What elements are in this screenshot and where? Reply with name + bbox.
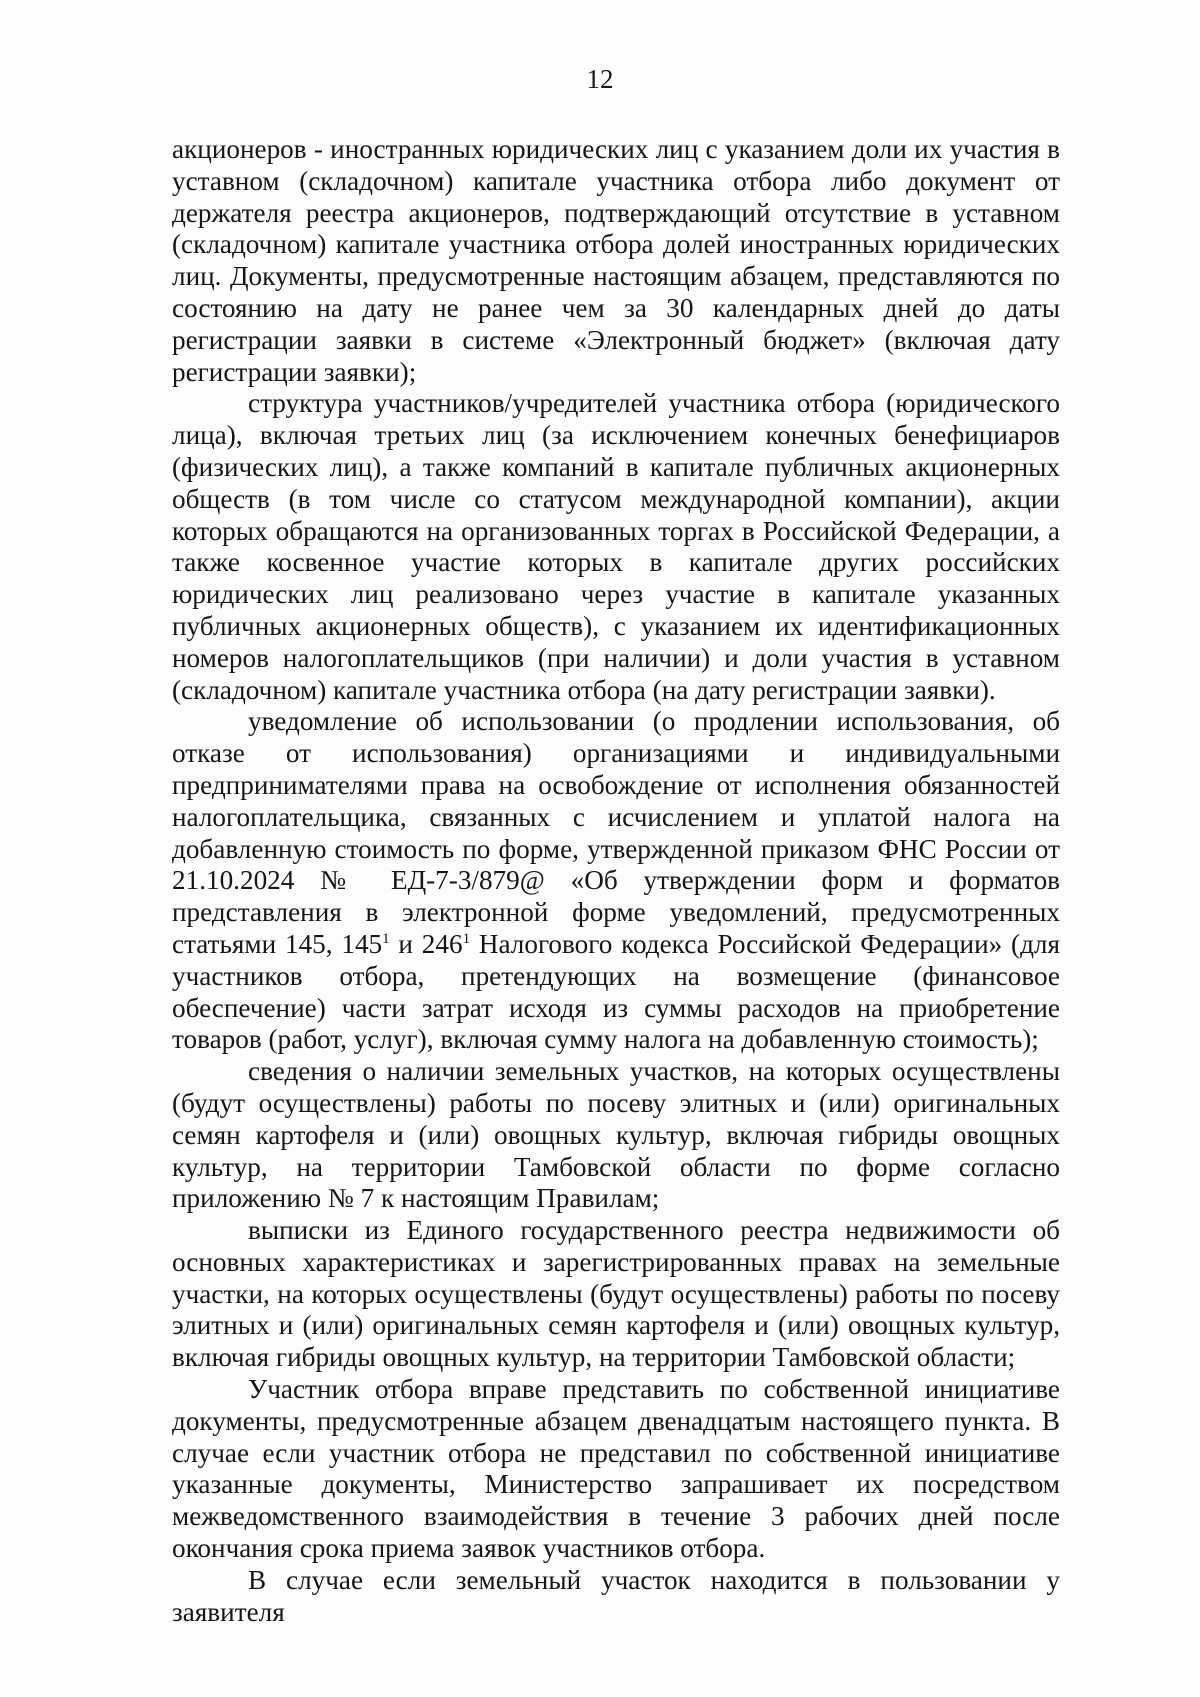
paragraph-shareholders-continued: акционеров - иностранных юридических лиц с указанием доли их участия в уставном (складочном) капитале участника отбора либо документ от держателя реестра акционеров, подтверждающий отсутствие в уставном (складочном) капитале участника отбора долей иностранных юридических лиц. Документы, предусмотренные настоящим абзацем, представляются по состоянию на дату не ранее чем за 30 календарных дней до даты регистрации заявки в системе «Электронный бюджет» (включая дату регистрации заявки); (172, 134, 1060, 387)
vat-notification-text-a: уведомление об использовании (о продлении использования, об отказе от использования) организациями и индивидуальными предпринимателями права на освобождение от исполнения обязанностей налогоплательщика, связанных с исчислением и уплатой налога на добавленную стоимость по форме, утвержденной приказом ФНС России от 21.10.2024 № ЕД-7-3/879@ «Об утверждении форм и форматов представления в электронной форме уведомлений, предусмотренных статьями 145, 145 (172, 706, 1060, 959)
superscript-1: 1 (382, 930, 390, 947)
vat-notification-text-b: и 246 (389, 928, 463, 959)
paragraph-own-initiative: Участник отбора вправе представить по собственной инициативе документы, предусмотренные абзацем двенадцатым настоящего пункта. В случае если участник отбора не представил по собственной инициативе указанные документы, Министерство запрашивает их посредством межведомственного взаимодействия в течение 3 рабочих дней после окончания срока приема заявок участников отбора. (172, 1374, 1060, 1564)
paragraph-land-use: В случае если земельный участок находится в пользовании у заявителя (172, 1564, 1060, 1627)
page-number: 12 (586, 64, 614, 94)
paragraph-vat-notification (172, 706, 1060, 1056)
document-body (172, 134, 1060, 1628)
paragraph-land-plots-info: сведения о наличии земельных участков, на которых осуществлены (будут осуществлены) работы по посеву элитных и (или) оригинальных семян картофеля и (или) овощных культур, включая гибриды овощных культур, на территории Тамбовской области по форме согласно приложению № 7 к настоящим Правилам; (172, 1056, 1060, 1214)
superscript-2: 1 (462, 930, 471, 947)
paragraph-participant-structure: структура участников/учредителей участника отбора (юридического лица), включая третьих лиц (за исключением конечных бенефициаров (физических лиц), а также компаний в капитале публичных акционерных обществ (в том числе со статусом международной компании), акции которых обращаются на организованных торгах в Российской Федерации, а также косвенное участие которых в капитале других российских юридических лиц реализовано через участие в капитале указанных публичных акционерных обществ), с указанием их идентификационных номеров налогоплательщиков (при наличии) и доли участия в уставном (складочном) капитале участника отбора (на дату регистрации заявки). (172, 388, 1060, 705)
vat-notification-text-c: Налогового кодекса Российской Федерации» (для участников отбора, претендующих на возмещение (финансовое обеспечение) части затрат исходя из суммы расходов на приобретение товаров (работ, услуг), включая сумму налога на добавленную стоимость); (172, 928, 1060, 1055)
paragraph-egrn-extracts: выписки из Единого государственного реестра недвижимости об основных характеристиках и зарегистрированных правах на земельные участки, на которых осуществлены (будут осуществлены) работы по посеву элитных и (или) оригинальных семян картофеля и (или) овощных культур, включая гибриды овощных культур, на территории Тамбовской области; (172, 1215, 1060, 1373)
